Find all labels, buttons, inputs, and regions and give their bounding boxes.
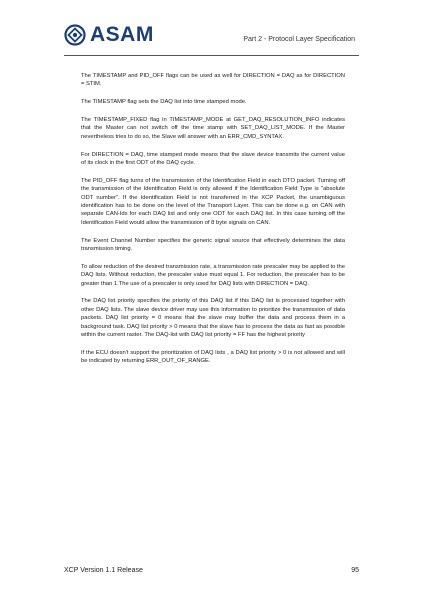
document-part-title: Part 2 - Protocol Layer Specification	[243, 36, 355, 43]
header-divider	[64, 55, 359, 56]
document-version: XCP Version 1.1 Release	[64, 567, 143, 574]
page-footer	[64, 567, 359, 577]
page-number: 95	[351, 567, 359, 574]
page-header	[0, 0, 423, 56]
body-paragraph: To allow reduction of the desired transmission rate, a transmission rate prescaler may be applied to the DAQ lists. Without reduction, the prescaler value must equal 1. For reduction, the prescaler has to be greater than 1.The use of a prescaler is only used for DAQ lists with DIRECTION = DAQ.	[81, 263, 345, 287]
body-paragraph: The Event Channel Number specifies the generic signal source that effectively determines the data transmission timing.	[81, 237, 345, 253]
body-paragraph: The TIMESTAMP_FIXED flag in TIMESTAMP_MODE at GET_DAQ_RESOLUTION_INFO indicates that the Master can not switch off the time stamp with SET_DAQ_LIST_MODE. If the Master nevertheless tries to do so, the Slave will answer with an ERR_CMD_SYNTAX.	[81, 117, 345, 140]
body-paragraph: For DIRECTION = DAQ, time stamped mode means that the slave device transmits the current value of its clock in the first ODT of the DAQ cycle.	[81, 151, 345, 167]
body-paragraph: The TIMESTAMP flag sets the DAQ list into time stamped mode.	[81, 99, 247, 106]
body-paragraph: The TIMESTAMP and PID_OFF flags can be used as well for DIRECTION = DAQ as for DIRECTION = STIM.	[81, 73, 345, 88]
body-paragraph: The DAQ list priority specifies the priority of this DAQ list if this DAQ list is processed together with other DAQ lists. The slave device driver may use this information to prioritize the transmission of data packets. DAQ list priority = 0 means that the slave may buffer the data and process them in a background task. DAQ list priority > 0 means that the slave has to process the data as fast as possible within the current raster. The DAQ-list with DAQ list priority = FF has the highest priority	[81, 298, 345, 339]
page-body	[81, 72, 345, 375]
body-paragraph: The PID_OFF flag turns of the transmission of the Identification Field in each DTO packet. Turning off the transmission of the Identification Field is only allowed if the Identification Field Type is "absolute ODT number". If the Identification Field is not transferred in the XCP Packet, the unambiguous identification has to be done on the level of the Transport Layer. This can be done e.g. on CAN with separate CAN-Ids for each DAQ list and only one ODT for each DAQ list. In this case turning off the Identification Field would allow the transmission of 8 byte signals on CAN.	[81, 177, 345, 226]
body-paragraph: If the ECU doesn't support the prioritization of DAQ lists , a DAQ list priority > 0 is not allowed and will be indicated by returning ERR_OUT_OF_RANGE.	[81, 349, 345, 365]
asam-logo	[64, 24, 154, 46]
logo-text: ASAM	[90, 23, 154, 46]
asam-logo-icon	[64, 24, 86, 46]
